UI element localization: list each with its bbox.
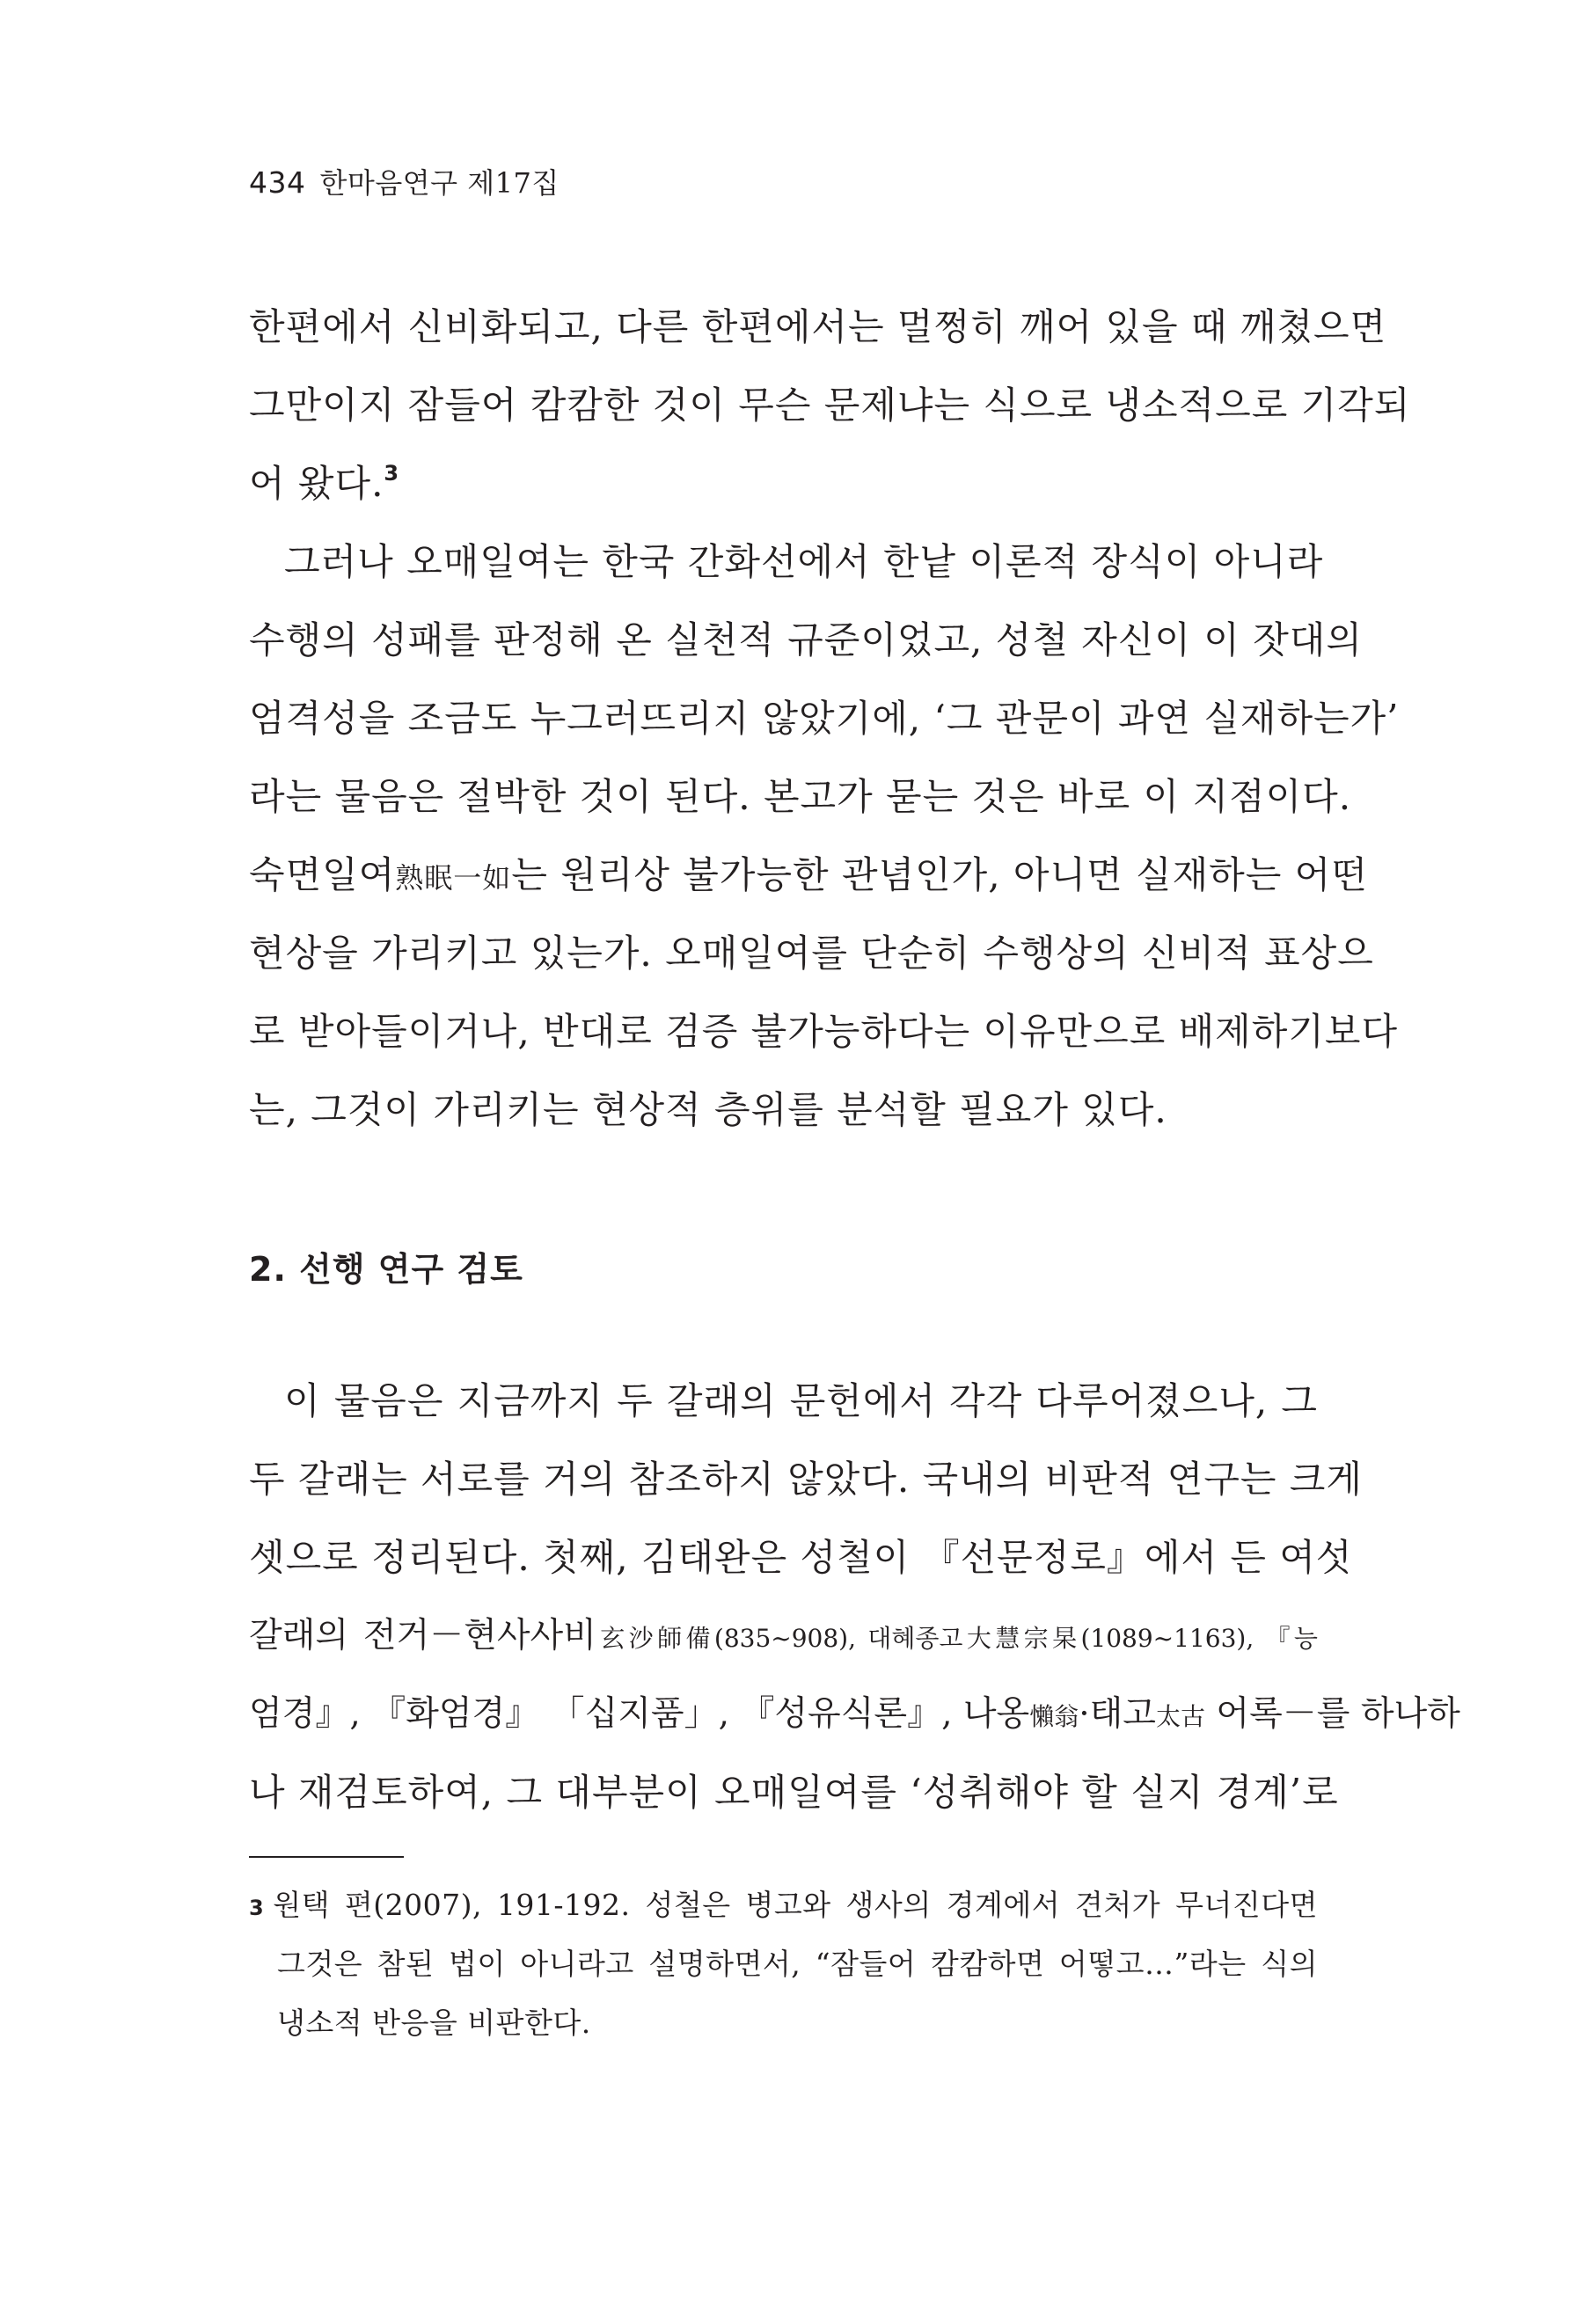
paragraph-line — [249, 1611, 1318, 1662]
page-number: 434 — [249, 165, 306, 200]
footnote-line: 그것은 참된 법이 아니라고 설명하면서, “잠들어 캄캄하면 어떻고…”라는 식의 — [277, 1947, 1318, 1981]
hanja-gloss: 熟眠一如 — [395, 861, 512, 895]
paragraph-line: 셋으로 정리된다. 첫째, 김태완은 성철이 『선문정로』에서 든 여섯 — [249, 1536, 1353, 1579]
hanja-gloss: 玄沙師備 — [596, 1624, 714, 1653]
date-range: (1089~1163), 『능 — [1080, 1624, 1318, 1653]
paragraph-line: 현상을 가리키고 있는가. 오매일여를 단순히 수행상의 신비적 표상으 — [249, 932, 1374, 975]
paragraph-line — [249, 458, 1318, 509]
paragraph-line — [249, 850, 1368, 901]
paragraph-line: 한편에서 신비화되고, 다른 한편에서는 멀쩡히 깨어 있을 때 깨쳤으면 — [249, 305, 1387, 348]
journal-title: 한마음연구 제17집 — [319, 166, 560, 200]
paragraph-line: 나 재검토하여, 그 대부분이 오매일여를 ‘성취해야 할 실지 경계’로 — [249, 1771, 1339, 1814]
paragraph-line: 그러나 오매일여는 한국 간화선에서 한낱 이론적 장식이 아니라 — [284, 540, 1324, 583]
paragraph-line: 라는 물음은 절박한 것이 된다. 본고가 묻는 것은 바로 이 지점이다. — [249, 775, 1352, 818]
section-heading: 2. 선행 연구 검토 — [249, 1250, 523, 1289]
paragraph-line: 엄격성을 조금도 누그러뜨리지 않았기에, ‘그 관문이 과연 실재하는가’ — [249, 697, 1400, 740]
paragraph-line: 로 받아들이거나, 반대로 검증 불가능하다는 이유만으로 배제하기보다 — [249, 1010, 1399, 1053]
footnote-text: 원택 편(2007), 191-192. 성철은 병고와 생사의 경계에서 견처가 무너진다면 — [273, 1888, 1318, 1922]
paragraph-line-text: 어 왔다. — [249, 462, 384, 505]
paragraph-line — [249, 1689, 1460, 1740]
paragraph-line: 두 갈래는 서로를 거의 참조하지 않았다. 국내의 비판적 연구는 크게 — [249, 1458, 1363, 1501]
paragraph-line-text: 어록－를 하나하 — [1205, 1694, 1460, 1734]
hanja-gloss: 大慧宗杲 — [962, 1624, 1081, 1653]
hanja-gloss: 太古 — [1155, 1702, 1205, 1731]
paragraph-line-text: 는 원리상 불가능한 관념인가, 아니면 실재하는 어떤 — [511, 853, 1368, 896]
footnote-line: 냉소적 반응을 비판한다. — [277, 2006, 591, 2040]
footnote-marker: 3 — [249, 1896, 265, 1920]
hanja-gloss: 懶翁 — [1029, 1702, 1079, 1731]
footnote-reference: 3 — [384, 461, 400, 486]
paragraph-line-text: ·태고 — [1079, 1694, 1156, 1734]
paragraph-line: 그만이지 잠들어 캄캄한 것이 무슨 문제냐는 식으로 냉소적으로 기각되 — [249, 384, 1411, 427]
footnote-divider — [249, 1856, 404, 1858]
date-range: (835~908), 대혜종고 — [713, 1624, 963, 1653]
paragraph-line: 수행의 성패를 판정해 온 실천적 규준이었고, 성철 자신이 이 잣대의 — [249, 618, 1363, 661]
paragraph-line-text: 갈래의 전거－현사사비 — [249, 1616, 596, 1655]
footnote-line — [249, 1882, 1318, 1928]
paragraph-line: 이 물음은 지금까지 두 갈래의 문헌에서 각각 다루어졌으나, 그 — [284, 1379, 1318, 1422]
running-header — [249, 165, 560, 201]
paragraph-line-text: 숙면일여 — [249, 853, 396, 896]
paragraph-line: 는, 그것이 가리키는 현상적 층위를 분석할 필요가 있다. — [249, 1088, 1167, 1131]
paragraph-line-text: 엄경』, 『화엄경』 「십지품」, 『성유식론』, 나옹 — [249, 1694, 1030, 1734]
